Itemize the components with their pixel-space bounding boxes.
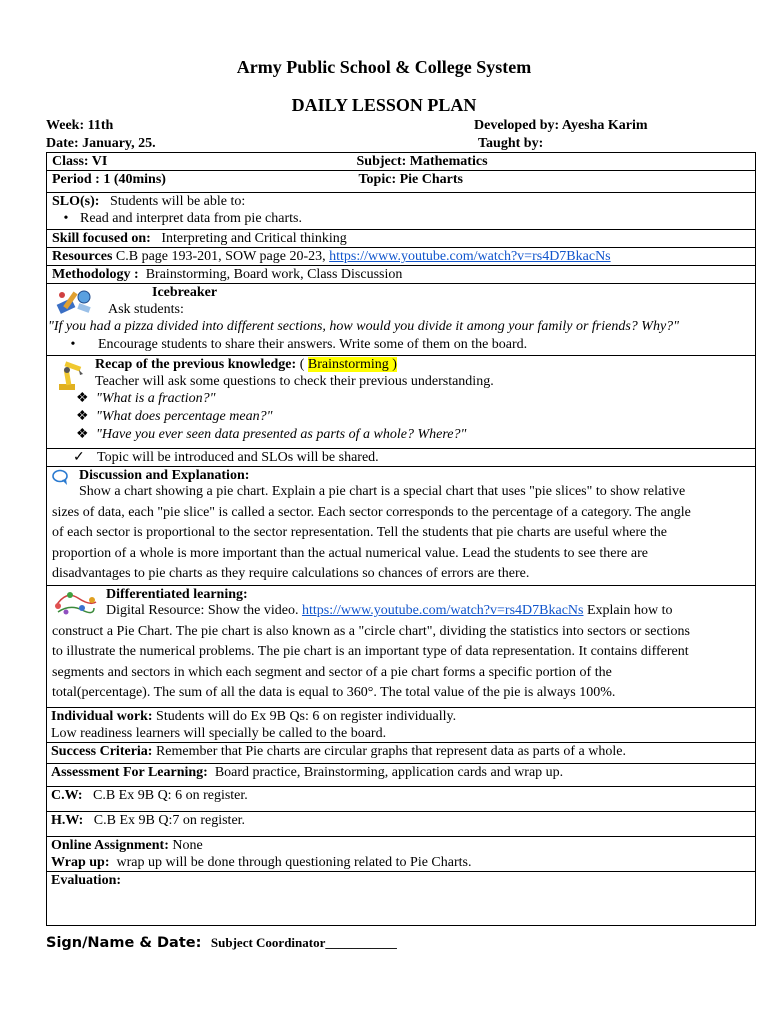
differentiated-lead: Digital Resource: Show the video.: [106, 603, 299, 618]
success-text: Remember that Pie charts are circular graphs that represent data as parts of a whole.: [155, 744, 626, 759]
bullet-icon: •: [63, 211, 69, 226]
recap-question-1: "What is a fraction?": [96, 391, 216, 406]
individual-line-2: Low readiness learners will specially be called to the board.: [51, 726, 387, 741]
online-label: Online Assignment:: [51, 838, 169, 853]
icebreaker-title: Icebreaker: [152, 285, 218, 300]
date-label: Date: January, 25.: [46, 136, 156, 151]
period-cell: Period : 1 (40mins): [47, 171, 352, 193]
hw-text: C.B Ex 9B Q:7 on register.: [93, 813, 246, 828]
assessment-label: Assessment For Learning:: [51, 765, 208, 780]
individual-text: Students will do Ex 9B Qs: 6 on register individually.: [156, 709, 457, 724]
differentiated-title: Differentiated learning:: [106, 587, 248, 602]
icebreaker-ask: Ask students:: [108, 302, 184, 317]
differentiated-line-2: to illustrate the numerical problems. The pie chart is an important type of data representation. It contains different: [52, 644, 689, 659]
robot-arm-icon: [55, 358, 85, 397]
bullet-icon: •: [70, 337, 76, 352]
diamond-bullet-icon: ❖: [76, 391, 89, 406]
online-row: [47, 837, 756, 872]
icebreaker-question: "If you had a pizza divided into different sections, how would you divide it among your family or friends? Why?": [48, 319, 680, 334]
class-cell: Class: VI: [47, 153, 352, 171]
taught-by: Taught by:: [478, 136, 544, 151]
success-label: Success Criteria:: [51, 744, 153, 759]
assessment-text: Board practice, Brainstorming, application cards and wrap up.: [214, 765, 564, 780]
slo-row: [47, 193, 756, 230]
subject-cell: Subject: Mathematics: [352, 153, 756, 171]
online-text: None: [172, 838, 203, 853]
recap-paren: (: [299, 357, 305, 372]
discussion-line-2: sizes of data, each "pie slice" is called a sector. Each sector corresponds to the percentage of a category. The angle: [52, 504, 691, 520]
individual-row: [47, 708, 756, 743]
differentiated-line-4: total(percentage). The sum of all the data is equal to 360°. The total value of the pie is always 100%.: [52, 685, 616, 700]
slo-text: Students will be able to:: [109, 194, 246, 209]
methodology-label: Methodology :: [52, 267, 139, 282]
check-row: [47, 449, 756, 467]
icebreaker-row: [47, 284, 756, 356]
icebreaker-bullet: Encourage students to share their answers. Write some of them on the board.: [98, 337, 528, 352]
topic-cell: Topic: Pie Charts: [352, 171, 756, 193]
wrapup-label: Wrap up:: [51, 855, 110, 870]
lesson-plan-table: [46, 152, 756, 926]
sign-label: Sign/Name & Date:: [46, 935, 202, 951]
tools-icon: [56, 287, 94, 322]
recap-question-2: "What does percentage mean?": [96, 409, 273, 424]
recap-check: Topic will be introduced and SLOs will be shared.: [97, 450, 379, 465]
school-name: Army Public School & College System: [236, 57, 532, 77]
wrapup-text: wrap up will be done through questioning related to Pie Charts.: [116, 855, 472, 870]
network-icon: [52, 588, 98, 623]
cw-text: C.B Ex 9B Q: 6 on register.: [93, 788, 248, 803]
hw-row: [47, 812, 756, 837]
diamond-bullet-icon: ❖: [76, 409, 89, 424]
evaluation-row: [47, 872, 756, 926]
skill-label: Skill focused on:: [52, 231, 151, 246]
cw-label: C.W:: [51, 788, 83, 803]
methodology-row: [47, 266, 756, 284]
individual-label: Individual work:: [51, 709, 153, 724]
checkmark-icon: ✓: [73, 450, 85, 465]
discussion-line-3: of each sector is proportional to the sector representation. Tell the students that pie charts are useful where the: [52, 525, 667, 540]
recap-text: Teacher will ask some questions to check their previous understanding.: [95, 374, 494, 389]
week-label: Week: 11th: [46, 118, 114, 133]
recap-row: [47, 356, 756, 449]
discussion-row: [47, 467, 756, 586]
discussion-title: Discussion and Explanation:: [79, 468, 250, 483]
differentiated-after-link: Explain how to: [586, 603, 673, 618]
speech-bubble-icon: [52, 469, 70, 492]
resources-text: C.B page 193-201, SOW page 20-23,: [115, 249, 326, 264]
discussion-line-5: disadvantages to pie charts as they require calculations so chances of errors are there.: [52, 566, 530, 581]
methodology-text: Brainstorming, Board work, Class Discussion: [145, 267, 403, 282]
discussion-line-1: Show a chart showing a pie chart. Explain a pie chart is a special chart that uses "pie slices" to show relative: [79, 484, 686, 499]
success-row: [47, 743, 756, 764]
skill-text: Interpreting and Critical thinking: [161, 231, 347, 246]
differentiated-link[interactable]: https://www.youtube.com/watch?v=rs4D7BkacNs: [301, 603, 584, 618]
assessment-row: [47, 764, 756, 787]
differentiated-line-3: segments and sectors in which each segment and sector of a pie chart forms a specific portion of the: [52, 664, 612, 680]
diamond-bullet-icon: ❖: [76, 427, 89, 442]
subject-coordinator: Subject Coordinator___________: [210, 935, 397, 950]
developed-by: Developed by: Ayesha Karim: [474, 118, 648, 133]
skill-row: [47, 230, 756, 248]
period-row: [47, 171, 756, 193]
evaluation-label: Evaluation:: [51, 873, 122, 888]
differentiated-line-1: construct a Pie Chart. The pie chart is also known as a "circle chart", dividing the statistics into sectors or sections: [52, 623, 690, 639]
cw-row: [47, 787, 756, 812]
class-row: [47, 153, 756, 171]
slo-label: SLO(s):: [52, 194, 100, 209]
discussion-line-4: proportion of a whole is more important than the actual numerical value. Lead the students to see there are: [52, 545, 648, 561]
recap-highlight: Brainstorming ): [307, 357, 397, 372]
hw-label: H.W:: [51, 813, 84, 828]
resources-row: [47, 248, 756, 266]
recap-question-3: "Have you ever seen data presented as parts of a whole? Where?": [96, 427, 467, 442]
recap-title: Recap of the previous knowledge:: [95, 357, 297, 372]
plan-title: DAILY LESSON PLAN: [291, 95, 477, 115]
slo-bullet: Read and interpret data from pie charts.: [80, 211, 302, 226]
resources-label: Resources: [52, 249, 113, 264]
differentiated-row: [47, 586, 756, 708]
resources-link[interactable]: https://www.youtube.com/watch?v=rs4D7BkacNs: [329, 249, 611, 264]
